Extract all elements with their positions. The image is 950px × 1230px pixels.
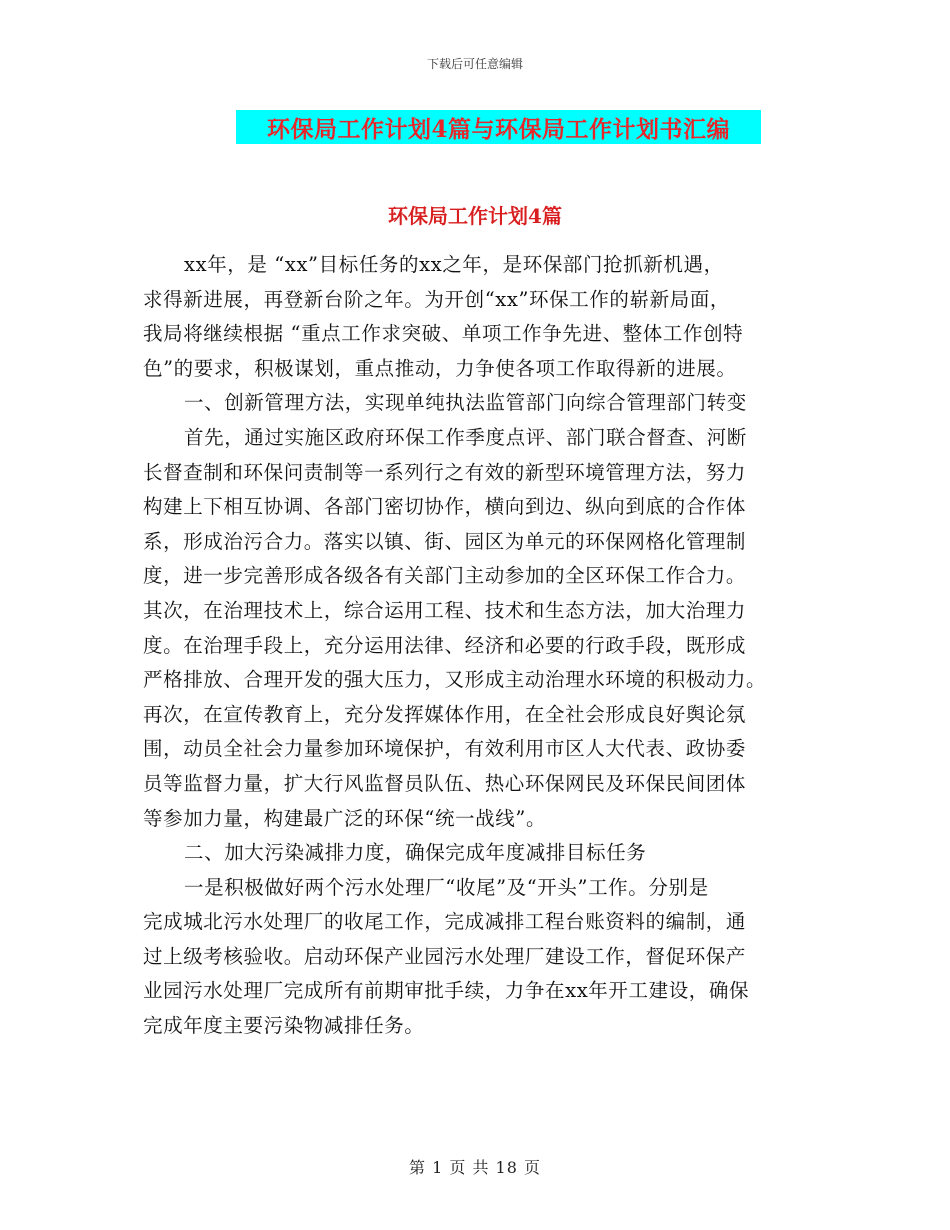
paragraph-line: 员等监督力量，扩大行风监督员队伍、热心环保网民及环保民间团体	[143, 771, 747, 795]
main-title: 环保局工作计划4篇与环保局工作计划书汇编	[236, 110, 761, 144]
paragraph-line: 构建上下相互协调、各部门密切协作，横向到边、纵向到底的合作体	[143, 495, 747, 519]
paragraph-line: 二、加大污染减排力度，确保完成年度减排目标任务	[184, 841, 647, 865]
sub-title: 环保局工作计划4篇	[388, 204, 562, 228]
paragraph-line: 系，形成治污合力。落实以镇、街、园区为单元的环保网格化管理制	[143, 529, 747, 553]
paragraph-line: 色”的要求，积极谋划，重点推动，力争使各项工作取得新的进展。	[143, 356, 737, 380]
paragraph-line: 业园污水处理厂完成所有前期审批手续，力争在xx年开工建设，确保	[143, 979, 750, 1003]
header-note: 下载后可任意编辑	[426, 57, 523, 71]
paragraph-line: 度。在治理手段上，充分运用法律、经济和必要的行政手段，既形成	[143, 633, 747, 657]
paragraph-line: 围，动员全社会力量参加环境保护，有效利用市区人大代表、政协委	[143, 737, 747, 761]
paragraph-line: 长督查制和环保问责制等一系列行之有效的新型环境管理方法，努力	[143, 460, 747, 484]
paragraph-line: 过上级考核验收。启动环保产业园污水处理厂建设工作，督促环保产	[143, 944, 747, 968]
paragraph-line: 求得新进展，再登新台阶之年。为开创“xx”环保工作的崭新局面，	[143, 287, 731, 311]
paragraph-line: 其次，在治理技术上，综合运用工程、技术和生态方法，加大治理力	[143, 598, 747, 622]
document-body	[143, 248, 808, 1044]
paragraph-line: 完成年度主要污染物减排任务。	[143, 1014, 425, 1038]
paragraph-line: 等参加力量，构建最广泛的环保“统一战线”。	[143, 806, 547, 830]
paragraph-line: 度，进一步完善形成各级各有关部门主动参加的全区环保工作合力。	[143, 564, 747, 588]
paragraph-line: 完成城北污水处理厂的收尾工作，完成减排工程台账资料的编制，通	[143, 910, 747, 934]
paragraph-line: 首先，通过实施区政府环保工作季度点评、部门联合督查、河断	[184, 425, 747, 449]
paragraph-line: 严格排放、合理开发的强大压力，又形成主动治理水环境的积极动力。	[143, 668, 767, 692]
paragraph-line: 再次，在宣传教育上，充分发挥媒体作用，在全社会形成良好舆论氛	[143, 702, 747, 726]
paragraph-line: 我局将继续根据 “重点工作求突破、单项工作争先进、整体工作创特	[143, 322, 744, 346]
paragraph-line: 一、创新管理方法，实现单纯执法监管部门向综合管理部门转变	[184, 391, 747, 415]
page-number: 第 1 页 共 18 页	[409, 1158, 541, 1177]
paragraph-line: xx年，是 “xx”目标任务的xx之年，是环保部门抢抓新机遇，	[184, 253, 724, 276]
paragraph-line: 一是积极做好两个污水处理厂“收尾”及“开头”工作。分别是	[184, 875, 709, 899]
